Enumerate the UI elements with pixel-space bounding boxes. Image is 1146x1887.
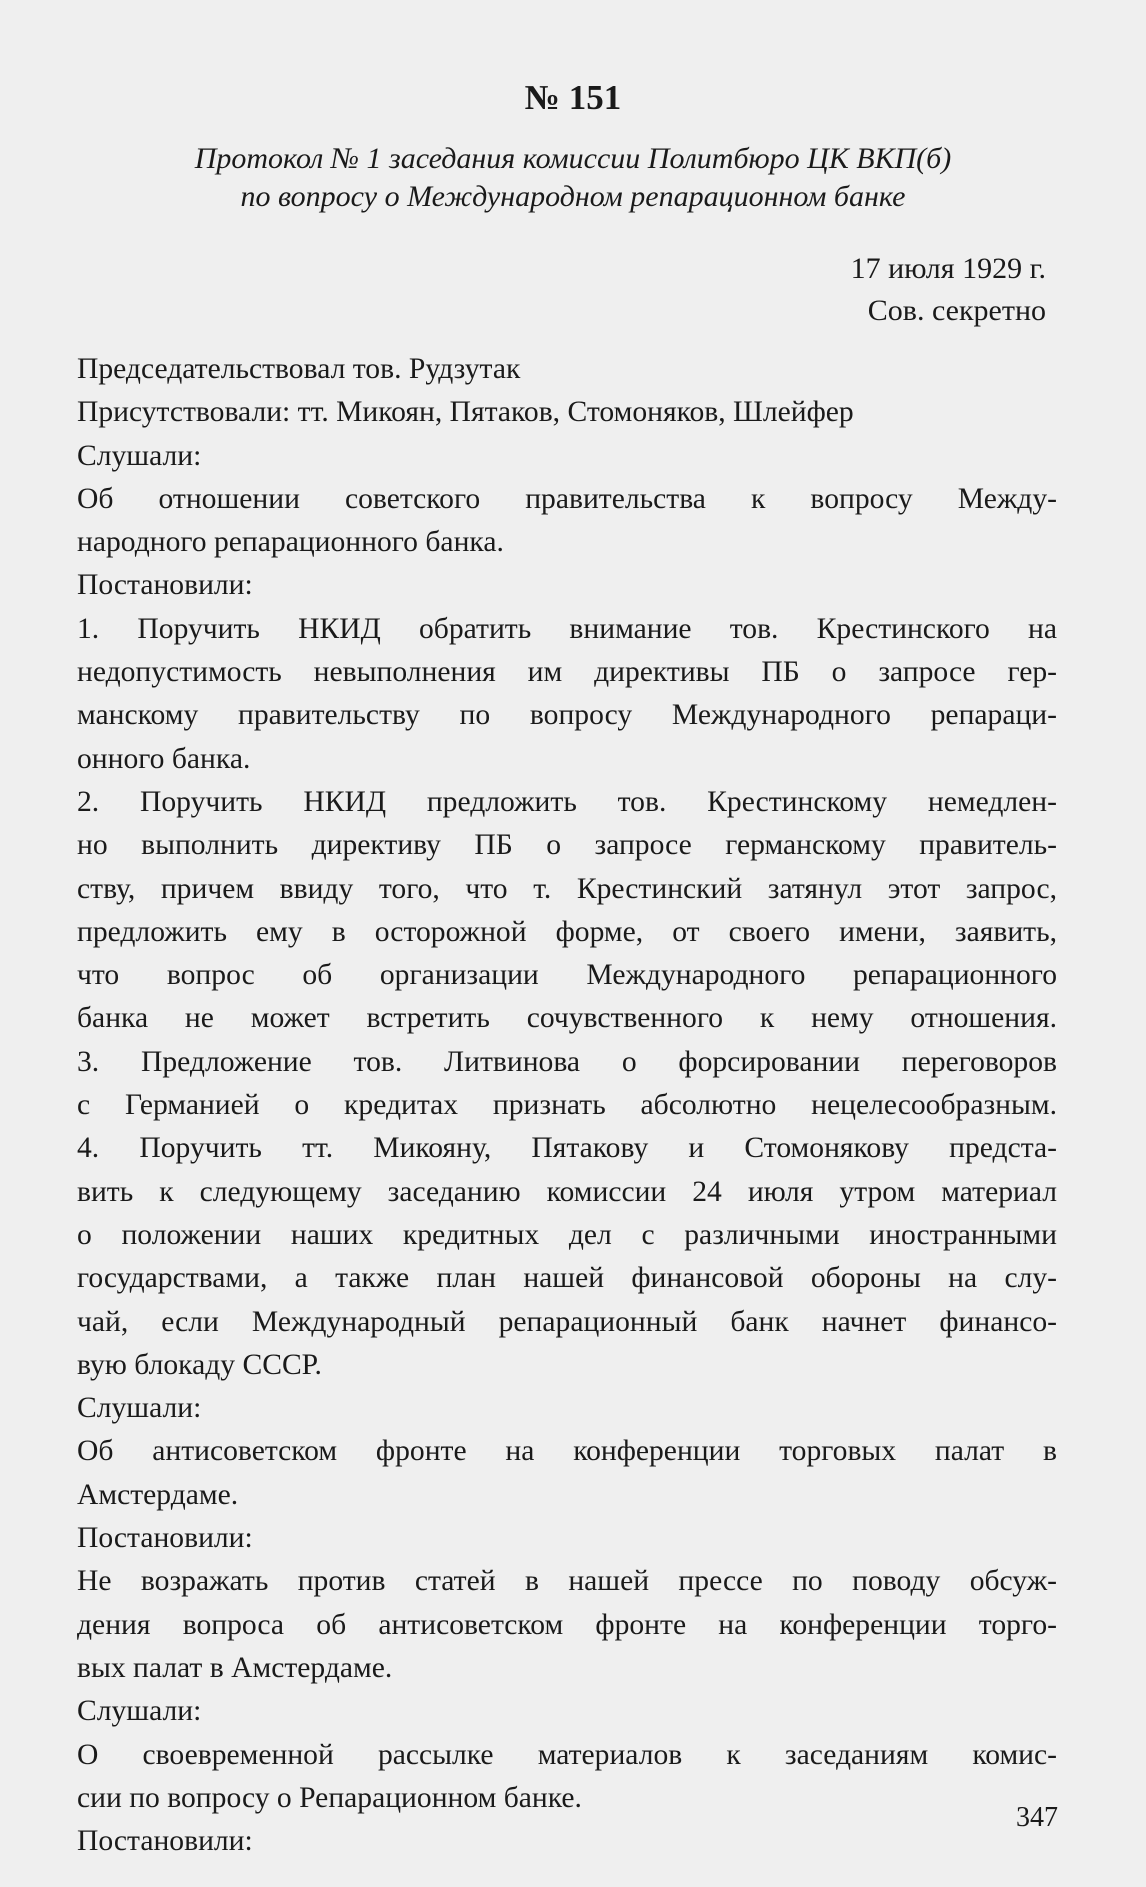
document-date: 17 июля 1929 г.: [850, 252, 1046, 285]
text-line: сии по вопросу о Репарационном банке.: [77, 1781, 582, 1814]
document-number: № 151: [524, 78, 622, 117]
text-line: но выполнить директиву ПБ о запросе германскому правитель-: [77, 829, 1057, 862]
text-line: 2. Поручить НКИД предложить тов. Крестинскому немедлен-: [77, 785, 1057, 818]
page-number: 347: [1016, 1802, 1058, 1833]
text-line: вую блокаду СССР.: [77, 1348, 322, 1381]
text-line: Постановили:: [77, 1522, 253, 1555]
text-line: Слушали:: [77, 1392, 202, 1425]
text-line: О своевременной рассылке материалов к заседаниям комис-: [77, 1738, 1057, 1771]
text-line: Председательствовал тов. Рудзутак: [77, 353, 521, 385]
text-line: Постановили:: [77, 1825, 253, 1858]
text-line: вых палат в Амстердаме.: [77, 1651, 393, 1684]
text-line: народного репарационного банка.: [77, 526, 504, 559]
text-line: Постановили:: [77, 569, 253, 602]
text-line: онного банка.: [77, 742, 251, 775]
text-line: Слушали:: [77, 439, 202, 472]
text-line: чай, если Международный репарационный банк начнет финансо-: [77, 1305, 1057, 1338]
text-line: с Германией о кредитах признать абсолютно нецелесообразным.: [77, 1089, 1057, 1122]
text-line: Не возражать против статей в нашей прессе по поводу обсуж-: [77, 1565, 1057, 1598]
text-line: 4. Поручить тт. Микояну, Пятакову и Стомонякову предста-: [77, 1132, 1057, 1165]
text-line: Присутствовали: тт. Микоян, Пятаков, Стомоняков, Шлейфер: [77, 396, 854, 429]
text-line: Об антисоветском фронте на конференции торговых палат в: [77, 1435, 1057, 1468]
text-line: о положении наших кредитных дел с различными иностранными: [77, 1218, 1057, 1251]
text-line: 1. Поручить НКИД обратить внимание тов. Крестинского на: [77, 612, 1057, 645]
text-line: банка не может встретить сочувственного к нему отношения.: [77, 1002, 1057, 1035]
title-line-1: Протокол № 1 заседания комиссии Политбюро ЦК ВКП(б): [194, 142, 952, 175]
text-line: государствами, а также план нашей финансовой обороны на слу-: [77, 1262, 1057, 1295]
text-line: ству, причем ввиду того, что т. Крестинский затянул этот запрос,: [77, 872, 1057, 905]
text-line: Слушали:: [77, 1695, 202, 1728]
text-line: 3. Предложение тов. Литвинова о форсировании переговоров: [77, 1045, 1057, 1078]
classification-mark: Сов. секретно: [867, 294, 1046, 327]
text-line: манскому правительству по вопросу Международного репараци-: [77, 699, 1057, 732]
date-block: [851, 248, 1046, 332]
text-line: Амстердаме.: [77, 1478, 239, 1511]
document-body: [77, 348, 1057, 1863]
text-line: что вопрос об организации Международного репарационного: [77, 959, 1057, 992]
document-title: [60, 140, 1086, 216]
text-line: Об отношении советского правительства к вопросу Между-: [77, 482, 1057, 515]
text-line: дения вопроса об антисоветском фронте на конференции торго-: [77, 1608, 1057, 1641]
text-line: недопустимость невыполнения им директивы ПБ о запросе гер-: [77, 656, 1057, 689]
text-line: предложить ему в осторожной форме, от своего имени, заявить,: [77, 915, 1057, 948]
title-line-2: по вопросу о Международном репарационном банке: [240, 180, 906, 213]
text-line: вить к следующему заседанию комиссии 24 июля утром материал: [77, 1175, 1057, 1208]
